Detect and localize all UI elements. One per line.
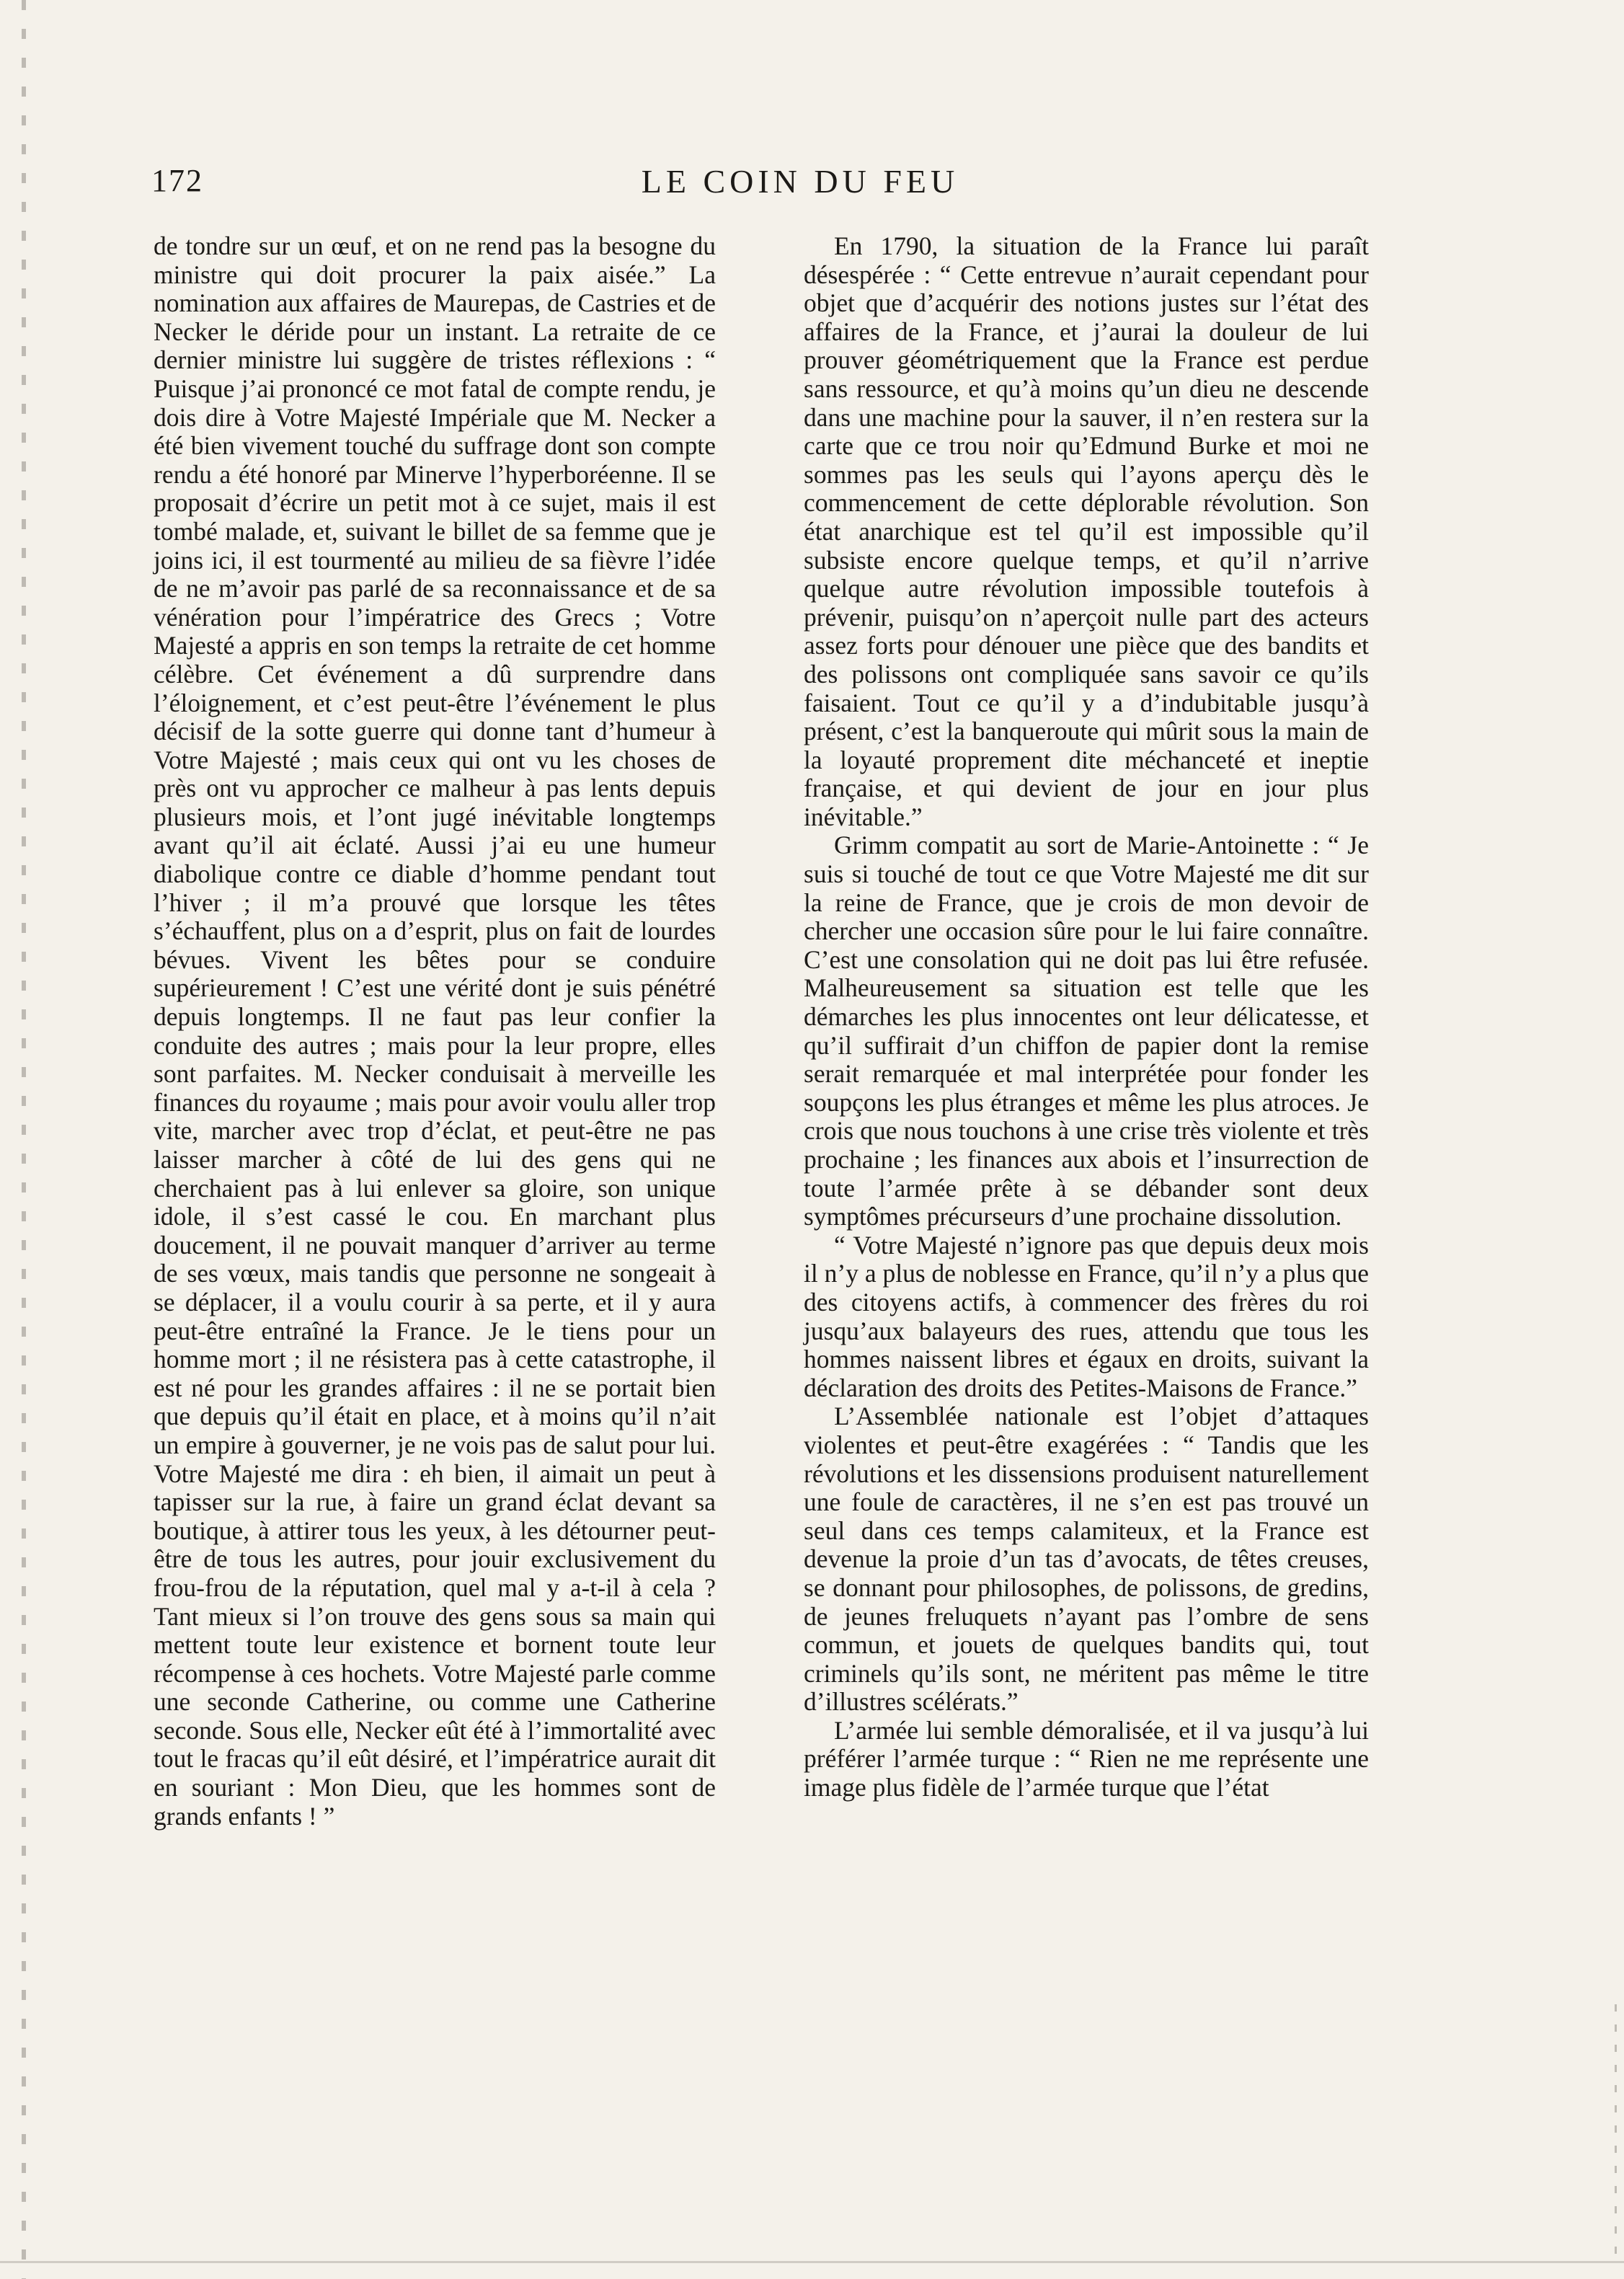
page-edge-right [1615,2004,1617,2264]
running-title: LE COIN DU FEU [641,163,959,200]
paragraph: L’Assemblée nationale est l’objet d’attaques violentes et peut-être exagérées : “ Tandis que les révolutions et les dissensions produisent naturellement une foule de caractères, il ne s’en est pas trouvé un seul dans ces temps calamiteux, et la France est devenue la proie d’un tas d’avocats, de têtes creuses, se donnant pour philosophes, de polissons, de gredins, de jeunes freluquets n’ayant pas l’ombre de sens commun, et jouets de quelques bandits qui, tout criminels qu’ils sont, ne méritent pas même le titre d’illustres scélérats.” [804,1402,1369,1717]
page-number: 172 [151,163,203,198]
page-edge-left [22,0,26,2279]
page-edge-bottom [0,2261,1624,2263]
left-column [154,232,716,1831]
paragraph: L’armée lui semble démoralisée, et il va jusqu’à lui préférer l’armée turque : “ Rien ne me représente une image plus fidèle de l’armée turque que l’état [804,1715,1369,1802]
paragraph: Grimm compatit au sort de Marie-Antoinette : “ Je suis si touché de tout ce que Votre Majesté me dit sur la reine de France, que je crois de mon devoir de chercher une occasion sûre pour le lui faire connaître. C’est une consolation qui ne doit pas lui être refusée. Malheureusement sa situation est telle que les démarches les plus innocentes ont leur délicatesse, et qu’il suffirait d’un chiffon de papier dont la remise serait remarquée et mal interprétée pour fonder les soupçons les plus étranges et même les plus atroces. Je crois que nous touchons à une crise très violente et très prochaine ; les finances aux abois et l’insurrection de toute l’armée prête à se débander sont deux symptômes précurseurs d’une prochaine dissolution. [804,831,1369,1231]
page-header [151,162,1449,205]
paragraph: En 1790, la situation de la France lui paraît désespérée : “ Cette entrevue n’aurait cependant pour objet que d’acquérir des notions justes sur l’état des affaires de la France, et j’aurai la douleur de lui prouver géométriquement que la France est perdue sans ressource, et qu’à moins qu’un dieu ne descende dans une machine pour la sauver, il n’en restera sur la carte que ce trou noir qu’Edmund Burke et moi ne sommes pas les seuls qui l’ayons aperçu dès le commencement de cette déplorable révolution. Son état anarchique est tel qu’il est impossible qu’il subsiste encore quelque temps, et qu’il n’arrive quelque autre révolution impossible toutefois à prévenir, puisqu’on n’aperçoit nulle part des acteurs assez forts pour dénouer une pièce que des bandits et des polissons ont compliquée sans savoir ce qu’ils faisaient. Tout ce qu’il y a d’indubitable jusqu’à présent, c’est la banqueroute qui mûrit sous la main de la loyauté proprement dite méchanceté et ineptie française, et qui devient de jour en jour plus inévitable.” [804,231,1369,831]
right-column [804,232,1369,1802]
paragraph: de tondre sur un œuf, et on ne rend pas la besogne du ministre qui doit procurer la paix aisée.” La nomination aux affaires de Maurepas, de Castries et de Necker le déride pour un instant. La retraite de ce dernier ministre lui suggère de tristes réflexions : “ Puisque j’ai prononcé ce mot fatal de compte rendu, je dois dire à Votre Majesté Impériale que M. Necker a été bien vivement touché du suffrage dont son compte rendu a été honoré par Minerve l’hyperboréenne. Il se proposait d’écrire un petit mot à ce sujet, mais il est tombé malade, et, suivant le billet de sa femme que je joins ici, il est tourmenté au milieu de sa fièvre l’idée de ne m’avoir pas parlé de sa reconnaissance et de sa vénération pour l’impératrice des Grecs ; Votre Majesté a appris en son temps la retraite de cet homme célèbre. Cet événement a dû surprendre dans l’éloignement, et c’est peut-être l’événement le plus décisif de la sotte guerre qui donne tant d’humeur à Votre Majesté ; mais ceux qui ont vu les choses de près ont vu approcher ce malheur à pas lents depuis plusieurs mois, et l’ont jugé inévitable longtemps avant qu’il ait éclaté. Aussi j’ai eu une humeur diabolique contre ce diable d’homme pendant tout l’hiver ; il m’a prouvé que lorsque les têtes s’échauffent, plus on a d’esprit, plus on fait de lourdes bévues. Vivent les bêtes pour se conduire supérieurement ! C’est une vérité dont je suis pénétré depuis longtemps. Il ne faut pas leur confier la conduite des autres ; mais pour la leur propre, elles sont parfaites. M. Necker conduisait à merveille les finances du royaume ; mais pour avoir voulu aller trop vite, marcher avec trop d’éclat, et peut-être ne pas laisser marcher à côté de lui des gens qui ne cherchaient pas à lui enlever sa gloire, son unique idole, il s’est cassé le cou. En marchant plus doucement, il ne pouvait manquer d’arriver au terme de ses vœux, mais tandis que personne ne songeait à se déplacer, il a voulu courir à sa perte, et il y aura peut-être entraîné la France. Je le tiens pour un homme mort ; il ne résistera pas à cette catastrophe, il est né pour les grandes affaires : il ne se portait bien que depuis qu’il était en place, et à moins qu’il n’ait un empire à gouverner, je ne vois pas de salut pour lui. Votre Majesté me dira : eh bien, il aimait un peut à tapisser sur la rue, à faire un grand éclat devant sa boutique, à attirer tous les yeux, à les détourner peut-être de tous les autres, pour jouir exclusivement du frou-frou de la réputation, quel mal y a-t-il à cela ? Tant mieux si l’on trouve des gens sous sa main qui mettent toute leur existence et bornent toute leur récompense à ces hochets. Votre Majesté parle comme une seconde Catherine, ou comme une Catherine seconde. Sous elle, Necker eût été à l’immortalité avec tout le fracas qu’il eût désiré, et l’impératrice aurait dit en souriant : Mon Dieu, que les hommes sont de grands enfants ! ” [154,231,716,1831]
paragraph: “ Votre Majesté n’ignore pas que depuis deux mois il n’y a plus de noblesse en France, qu’il n’y a plus que des citoyens actifs, à commencer des frères du roi jusqu’aux balayeurs des rues, attendu que tous les hommes naissent libres et égaux en droits, suivant la déclaration des droits des Petites-Maisons de France.” [804,1230,1369,1402]
